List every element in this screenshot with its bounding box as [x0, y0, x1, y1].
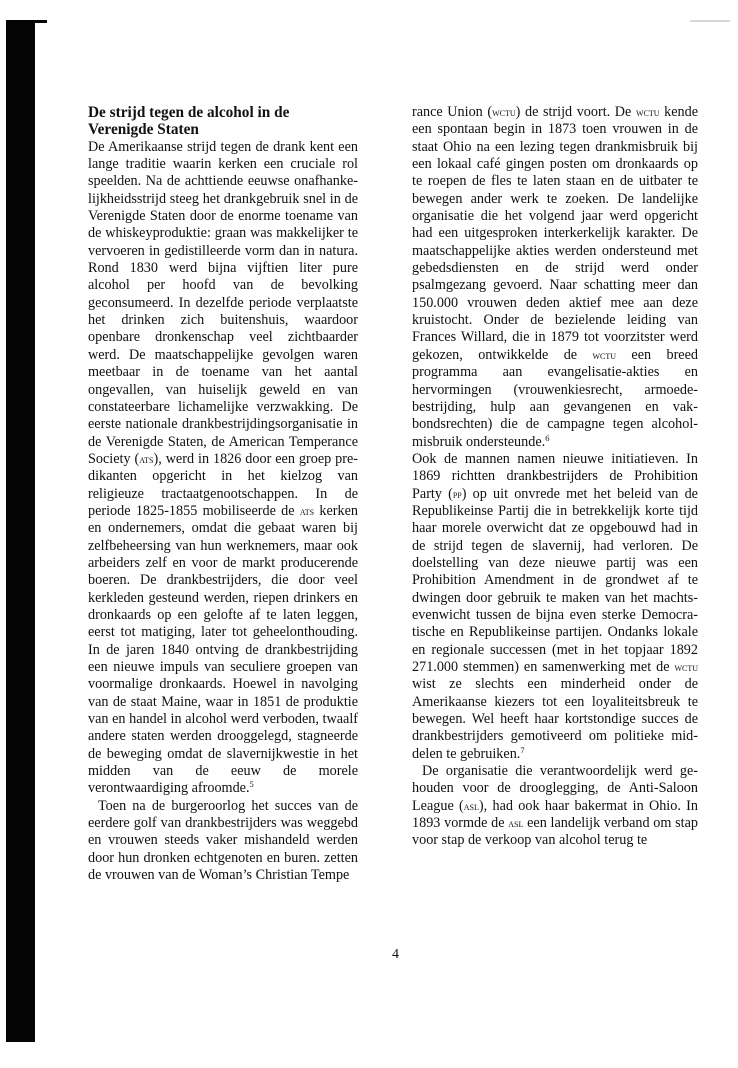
paragraph: rance Union (wctu) de strijd voort. De wctu kende een spontaan begin in 1873 toen vrouwen in de staat Ohio na een lezing tegen drankmisbruik bij een lokaal café gingen posten om dronkaards op te roepen de fles te laten staan en de uitbater te bewegen ander werk te zoeken. De landelijke organisatie die het volgend jaar werd opgericht had een uitgesproken interkerkelijk karakter. De maatschappelijke akties werden ondersteund met gebedsdiensten en de strijd werd onder psalmgezang gevoerd. Naar schatting meer dan 150.000 vrouwen deden aktief mee aan deze kruistocht. Onder de bezielende leiding van Frances Willard, die in 1879 tot voorzitster werd gekozen, ontwikkelde de wctu een breed programma aan evangelisatie-akties en hervormingen (vrouwenkiesrecht, armoedebestrijding, hulp aan gevangenen en vakbondsrechten) die de campagne tegen alcoholmisbruik ondersteunde.$^6$ — [412, 104, 698, 450]
abbreviation: wctu — [635, 105, 660, 119]
abbreviation: wctu — [592, 347, 617, 362]
scan-edge-bar — [6, 20, 35, 1042]
left-column-body — [88, 139, 358, 885]
paragraph: De Amerikaanse strijd tegen de drank kent een lange traditie waarin kerken een cruciale rol speelden. Na de achttiende eeuwse onafhankelijkheidsstrijd steeg het drankgebruik snel in de Verenigde Staten door de enorme toename van de whiskeyproduktie: graan was makkelijker te vervoeren in gedistilleerde vorm dan in natura. Rond 1830 werd bijna vijftien liter pure alcohol per hoofd van de bevolking geconsumeerd. In dezelfde periode verplaatste het drinken zich buitenshuis, waardoor openbare dronkenschap veel zichtbaarder werd. De maatschappelijke gevolgen waren meetbaar in de toename van het aantal ongevallen, van huiselijk geweld en van constateerbare lichamelijke verzwakking. De eerste nationale drankbestrijdingsorganisatie in de Verenigde Staten, de American Temperance Society (ats), werd in 1826 door een groep predikanten opgericht in het kielzog van religieuze tractaatgenootschappen. In de periode 1825-1855 mobiliseerde de ats kerken en ondernemers, omdat die gebaat waren bij zelfbeheersing van hun werknemers, maar ook arbeiders zelf en voor de markt producerende boeren. De drankbestrijders, die door veel kerkleden gesteund werden, riepen drinkers en dronkaards op een gelofte af te laten leggen, eerst tot matiging, later tot geheelonthouding. In de jaren 1840 ontving de drankbestrijding een nieuwe impuls van seculiere groepen van voormalige dronkaards. Hoewel in navolging van de staat Maine, waar in 1851 de produktie van en handel in alcohol werd verboden, twaalf andere staten werden drooggelegd, stagneerde de beweging omdat de slavernijkwestie in het midden van de eeuw de morele verontwaardiging afroomde.$^5$ — [88, 138, 359, 797]
abbreviation: ats — [299, 503, 315, 518]
abbreviation: wctu — [492, 105, 516, 119]
left-column — [88, 104, 358, 884]
section-heading: De strijd tegen de alcohol in de Verenigde Staten — [88, 104, 290, 139]
footnote-ref: 7 — [520, 744, 525, 755]
footnote-ref: 5 — [249, 779, 254, 790]
abbreviation: pp — [452, 486, 462, 501]
abbreviation: asl — [508, 816, 524, 831]
right-column-body — [412, 104, 698, 850]
right-column — [412, 104, 698, 850]
abbreviation: ats — [139, 451, 154, 466]
abbreviation: asl — [463, 798, 479, 813]
page-number: 4 — [392, 947, 399, 962]
footnote-ref: 6 — [545, 432, 550, 443]
scan-edge-notch — [35, 20, 47, 23]
abbreviation: wctu — [674, 660, 698, 674]
paragraph: Ook de mannen namen nieuwe initiatieven. In 1869 richtten drankbestrijders de Prohibition Party (pp) op uit onvrede met het beleid van de Republikeinse Partij die in betrekkelijk korte tijd haar morele overwicht dat ze opgebouwd had in de strijd tegen de slavernij, had verloren. De doelstelling van deze nieuwe partij was een Prohibition Amendment in de grondwet af te dwingen door gebruik te maken van het machtsevenwicht tussen de bijna even sterke Democratische en Republikeinse partijen. Ondanks lokale en regionale successen (met in het topjaar 1892 271.000 stemmen) en samenwerking met de wctu wist ze slechts een minderheid onder de Amerikaanse kiezers tot een loyaliteitsbreuk te bewegen. Wel heeft haar kortstondige succes de drankbestrijders gemotiveerd om politieke middelen te gebruiken.$^7$ — [412, 450, 698, 762]
scan-artifact — [690, 20, 730, 22]
paragraph: Toen na de burgeroorlog het succes van de eerdere golf van drankbestrijders was weggebd en vrouwen steeds vaker mishandeld werden door hun dronken echtgenoten en buren. zetten de vrouwen van de Woman’s Christian Tempe — [88, 797, 358, 884]
paragraph: De organisatie die verantwoordelijk werd gehouden voor de drooglegging, de Anti-Saloon League (asl), had ook haar bakermat in Ohio. In 1893 vormde de asl een landelijk verband om stap voor stap de verkoop van alcohol terug te — [412, 763, 698, 849]
